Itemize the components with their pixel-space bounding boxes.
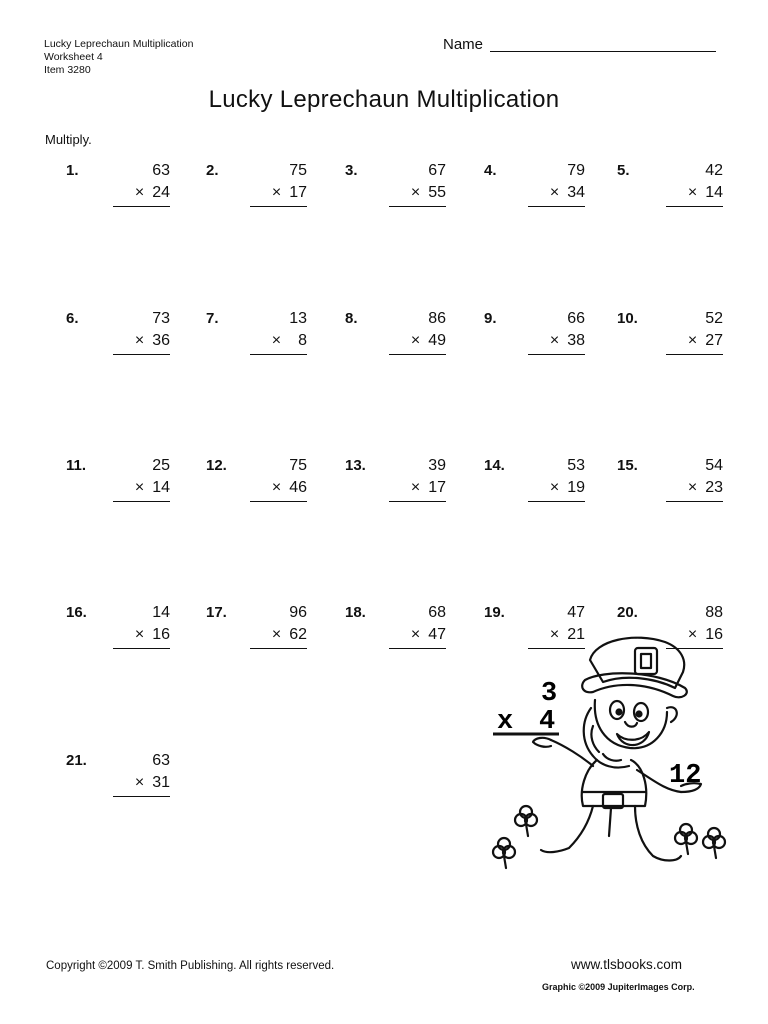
times-sign: × [410,626,421,643]
shamrock-icon [493,838,515,868]
bottom-number [135,332,170,350]
top-number: 63 [152,752,170,769]
copyright-text: Copyright ©2009 T. Smith Publishing. All rights reserved. [46,960,335,972]
multiplier: 36 [152,332,170,349]
bottom-number [411,332,446,350]
multiplier: 14 [705,184,723,201]
illustration-operator: x [497,707,514,737]
problem-number: 16. [66,604,87,621]
worksheet-number: Worksheet 4 [44,51,103,63]
problem [206,457,307,517]
multiplier: 16 [152,626,170,643]
top-number: 75 [289,162,307,179]
multiplier: 17 [428,479,446,496]
problem-number: 4. [484,162,497,179]
multiplier: 34 [567,184,585,201]
multiplier: 47 [428,626,446,643]
problem [206,604,307,664]
multiplier: 55 [428,184,446,201]
item-number: Item 3280 [44,64,91,76]
bottom-number [550,332,585,350]
times-sign: × [134,479,145,496]
bottom-number [272,184,307,202]
times-sign: × [410,332,421,349]
problem [484,457,585,517]
bottom-number [272,626,307,644]
problem-number: 8. [345,310,358,327]
multiplier: 19 [567,479,585,496]
problem [206,162,307,222]
illustration-product: 12 [669,761,702,791]
top-number: 25 [152,457,170,474]
answer-line [250,501,307,502]
website-link[interactable]: www.tlsbooks.com [571,957,683,972]
times-sign: × [134,774,145,791]
bottom-number [550,479,585,497]
answer-line [528,206,585,207]
shamrock-icon [703,828,725,858]
top-number: 67 [428,162,446,179]
bottom-number [135,774,170,792]
problem-number: 15. [617,457,638,474]
problem-number: 2. [206,162,219,179]
times-sign: × [549,184,560,201]
problem-number: 11. [66,457,87,474]
multiplier: 62 [289,626,307,643]
problem [66,752,170,812]
page-title: Lucky Leprechaun Multiplication [208,86,560,113]
times-sign: × [687,184,698,201]
top-number: 52 [705,310,723,327]
bottom-number [411,184,446,202]
problem-number: 14. [484,457,505,474]
multiplier: 38 [567,332,585,349]
top-number: 54 [705,457,723,474]
leprechaun-illustration [485,630,730,880]
times-sign: × [410,479,421,496]
top-number: 66 [567,310,585,327]
multiplier: 21 [567,626,585,643]
problem-number: 18. [345,604,366,621]
problem [484,310,585,370]
multiplier: 8 [298,332,307,349]
answer-line [250,206,307,207]
answer-line [666,206,723,207]
times-sign: × [687,479,698,496]
problem-number: 19. [484,604,505,621]
top-number: 14 [152,604,170,621]
multiplier: 24 [152,184,170,201]
top-number: 88 [705,604,723,621]
multiplier: 31 [152,774,170,791]
problem [66,604,170,664]
times-sign: × [134,332,145,349]
bottom-number [272,479,307,497]
answer-line [528,501,585,502]
times-sign: × [271,332,282,349]
problem [206,310,307,370]
times-sign: × [271,626,282,643]
multiplier: 46 [289,479,307,496]
name-label: Name [443,36,484,53]
bottom-number [550,184,585,202]
bottom-number [135,626,170,644]
answer-line [389,501,446,502]
bottom-number [688,479,723,497]
times-sign: × [271,479,282,496]
problem [617,457,723,517]
problem [345,310,446,370]
times-sign: × [271,184,282,201]
problem-number: 17. [206,604,227,621]
times-sign: × [134,626,145,643]
multiplier: 17 [289,184,307,201]
top-number: 42 [705,162,723,179]
worksheet-title-small: Lucky Leprechaun Multiplication [44,38,194,50]
problem [617,162,723,222]
top-number: 47 [567,604,585,621]
bottom-number [135,184,170,202]
times-sign: × [410,184,421,201]
problem-number: 9. [484,310,497,327]
multiplier: 16 [705,626,723,643]
bottom-number [688,332,723,350]
illustration-top-number: 3 [541,679,558,709]
bottom-number [411,479,446,497]
name-blank-line [490,51,716,52]
times-sign: × [549,479,560,496]
top-number: 96 [289,604,307,621]
top-number: 53 [567,457,585,474]
answer-line [113,354,170,355]
problem-number: 10. [617,310,638,327]
answer-line [389,354,446,355]
top-number: 13 [289,310,307,327]
problem [484,162,585,222]
top-number: 63 [152,162,170,179]
problem-number: 5. [617,162,630,179]
top-number: 86 [428,310,446,327]
multiplier: 27 [705,332,723,349]
problem-number: 21. [66,752,87,769]
answer-line [113,796,170,797]
bottom-number [272,332,307,350]
times-sign: × [549,626,560,643]
problem-number: 1. [66,162,79,179]
answer-line [528,354,585,355]
top-number: 68 [428,604,446,621]
multiplier: 23 [705,479,723,496]
top-number: 75 [289,457,307,474]
illustration-bottom-number: 4 [539,707,556,737]
problem-number: 6. [66,310,79,327]
problem [345,162,446,222]
problem-number: 20. [617,604,638,621]
problem [617,310,723,370]
problem [345,604,446,664]
times-sign: × [687,626,698,643]
answer-line [113,206,170,207]
top-number: 79 [567,162,585,179]
answer-line [250,354,307,355]
problem [66,457,170,517]
multiplier: 14 [152,479,170,496]
problem-number: 7. [206,310,219,327]
problem-number: 12. [206,457,227,474]
times-sign: × [549,332,560,349]
answer-line [389,648,446,649]
problem [345,457,446,517]
answer-line [113,648,170,649]
problem-number: 3. [345,162,358,179]
graphic-credit: Graphic ©2009 JupiterImages Corp. [542,982,695,992]
answer-line [389,206,446,207]
shamrock-icon [515,806,537,836]
answer-line [666,354,723,355]
bottom-number [135,479,170,497]
problem [66,310,170,370]
times-sign: × [134,184,145,201]
shamrock-icon [675,824,697,854]
answer-line [113,501,170,502]
instruction-text: Multiply. [45,132,92,147]
problem-number: 13. [345,457,366,474]
answer-line [666,501,723,502]
bottom-number [411,626,446,644]
answer-line [250,648,307,649]
bottom-number [688,184,723,202]
multiplier: 49 [428,332,446,349]
times-sign: × [687,332,698,349]
problem [66,162,170,222]
top-number: 39 [428,457,446,474]
top-number: 73 [152,310,170,327]
